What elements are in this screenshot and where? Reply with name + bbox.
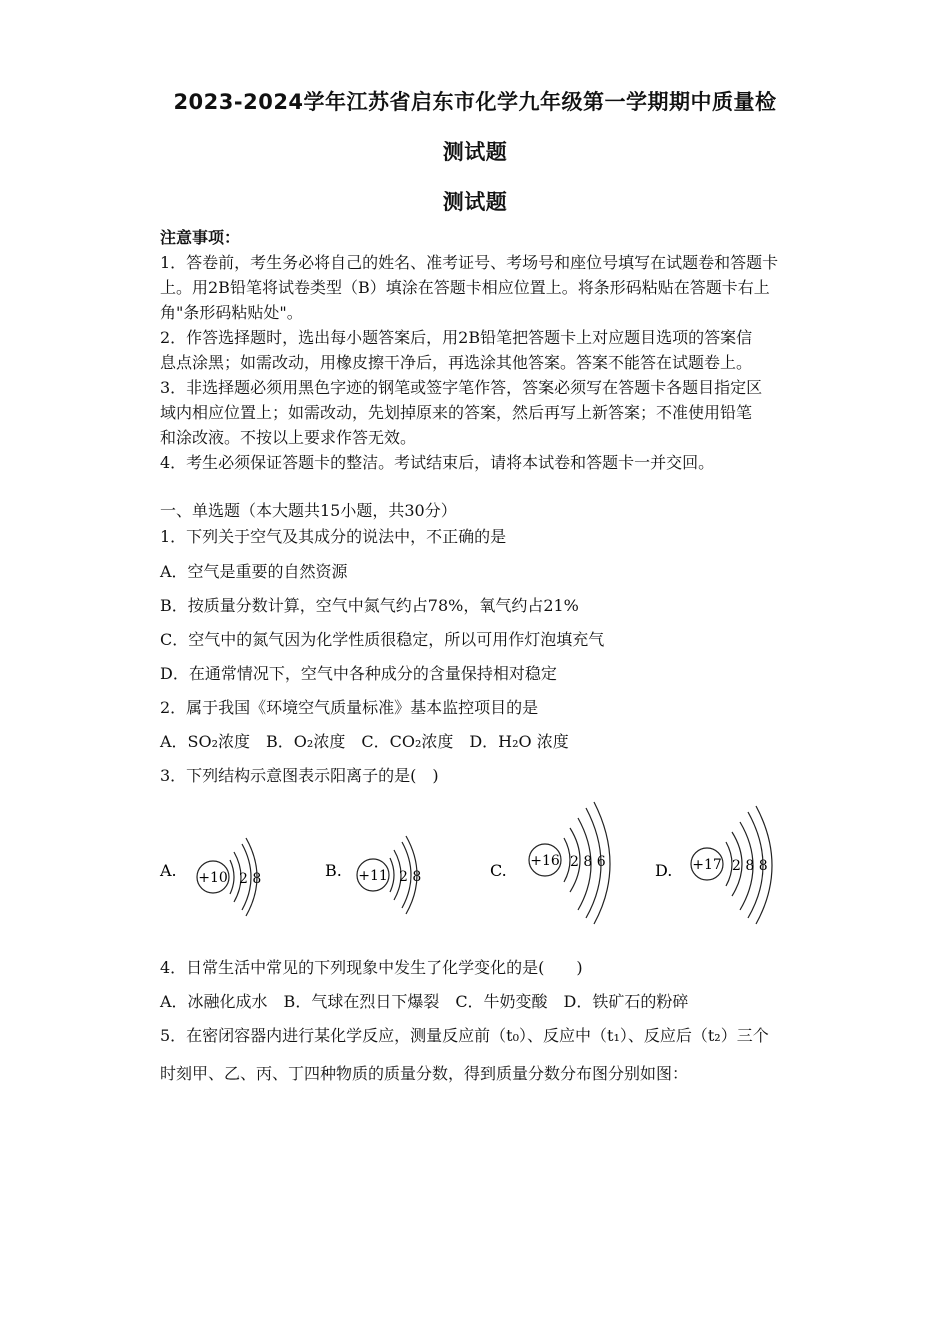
atom-d-label: D.	[655, 861, 673, 880]
q3-stem: 3．下列结构示意图表示阳离子的是( )	[160, 766, 439, 785]
notice-line: 1．答卷前，考生务必将自己的姓名、准考证号、考场号和座位号填写在试题卷和答题卡	[160, 253, 779, 272]
notice-line: 和涂改液。不按以上要求作答无效。	[160, 428, 417, 447]
q2-options: A．SO₂浓度 B．O₂浓度 C．CO₂浓度 D．H₂O 浓度	[160, 732, 569, 751]
atom-c-nucleus: +16	[530, 853, 560, 869]
notice-line: 域内相应位置上；如需改动，先划掉原来的答案，然后再写上新答案；不准使用铅笔	[160, 403, 753, 422]
notice-line: 3．非选择题必须用黑色字迹的钢笔或签字笔作答，答案必须写在答题卡各题目指定区	[160, 378, 763, 397]
exam-title-line1: 2023-2024学年江苏省启东市化学九年级第一学期期中质量检	[173, 90, 777, 114]
atom-a-label: A.	[160, 861, 177, 880]
atom-diagram-d	[655, 806, 772, 924]
atom-b-label: B.	[325, 861, 342, 880]
q2-stem: 2．属于我国《环境空气质量标准》基本监控项目的是	[160, 698, 539, 717]
atom-diagram-a	[159, 838, 261, 916]
q1-option-c: C．空气中的氮气因为化学性质很稳定，所以可用作灯泡填充气	[160, 630, 605, 649]
q1-stem: 1．下列关于空气及其成分的说法中，不正确的是	[160, 527, 507, 546]
notice-line: 4．考生必须保证答题卡的整洁。考试结束后，请将本试卷和答题卡一并交回。	[160, 453, 715, 472]
atom-diagrams	[150, 800, 810, 930]
atom-d-nucleus: +17	[692, 857, 722, 873]
notice-line: 角"条形码粘贴处"。	[160, 303, 303, 322]
atom-b-nucleus: +11	[358, 868, 388, 884]
atom-diagram-c	[490, 802, 610, 924]
q4-stem: 4．日常生活中常见的下列现象中发生了化学变化的是( )	[160, 958, 583, 977]
exam-title-line3: 测试题	[442, 190, 508, 214]
atom-b-electrons: 2 8	[399, 869, 422, 885]
notice-line: 2．作答选择题时，选出每小题答案后，用2B铅笔把答题卡上对应题目选项的答案信	[160, 328, 753, 347]
q5-stem-line1: 5．在密闭容器内进行某化学反应，测量反应前（t₀）、反应中（t₁）、反应后（t₂）三个	[160, 1026, 769, 1045]
q1-option-a: A．空气是重要的自然资源	[160, 562, 348, 581]
atom-d-electrons: 2 8 8	[732, 858, 768, 874]
atom-c-electrons: 2 8 6	[570, 854, 606, 870]
atom-c-label: C.	[490, 861, 507, 880]
q1-option-d: D．在通常情况下，空气中各种成分的含量保持相对稳定	[160, 664, 557, 683]
exam-title-line2: 测试题	[442, 140, 508, 164]
q1-option-b: B．按质量分数计算，空气中氮气约占78%，氧气约占21%	[160, 596, 579, 615]
notice-heading: 注意事项：	[160, 228, 241, 247]
atom-a-electrons: 2 8	[239, 871, 262, 887]
notice-line: 息点涂黑；如需改动，用橡皮擦干净后，再选涂其他答案。答案不能答在试题卷上。	[160, 353, 753, 372]
notice-line: 上。用2B铅笔将试卷类型（B）填涂在答题卡相应位置上。将条形码粘贴在答题卡右上	[160, 278, 770, 297]
atom-diagram-b	[325, 836, 421, 914]
atom-a-nucleus: +10	[198, 870, 228, 886]
q5-stem-line2: 时刻甲、乙、丙、丁四种物质的质量分数，得到质量分数分布图分别如图：	[160, 1064, 689, 1083]
section-heading: 一、单选题（本大题共15小题，共30分）	[160, 501, 457, 520]
q4-options: A．冰融化成水 B．气球在烈日下爆裂 C．牛奶变酸 D．铁矿石的粉碎	[160, 992, 689, 1011]
